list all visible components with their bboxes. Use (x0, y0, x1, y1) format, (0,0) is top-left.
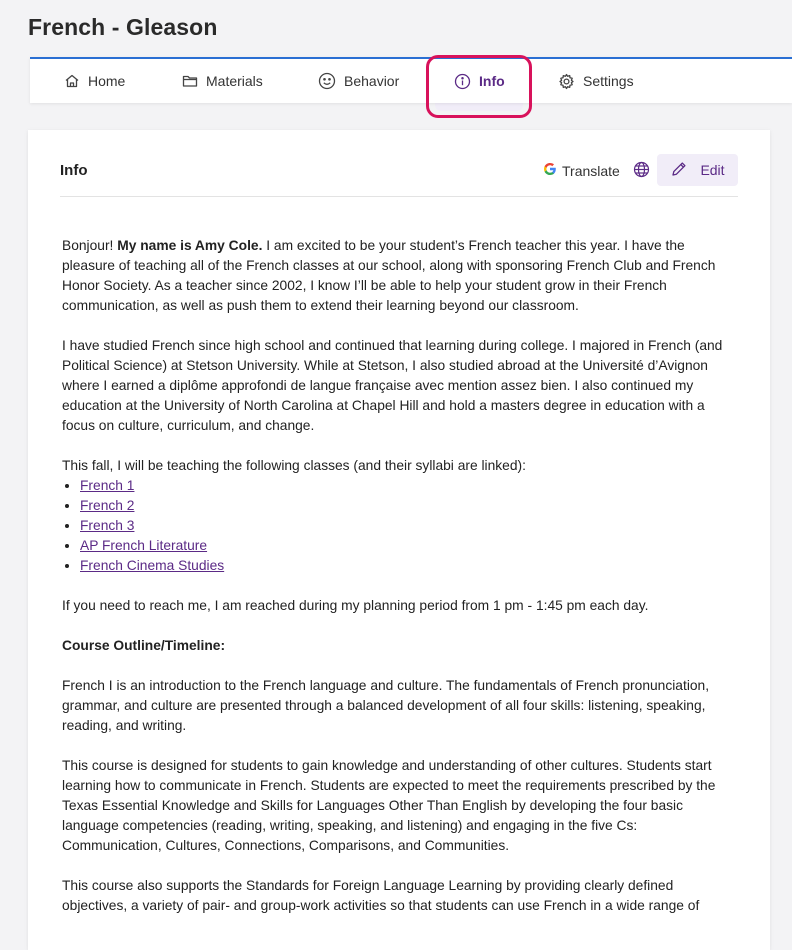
folder-icon (182, 73, 198, 89)
education-paragraph: I have studied French since high school and continued that learning during college. I majored in French (and Political Science) at Stetson University. While at Stetson, I also studied abroad at the Université d’Avignon where I earned a diplôme approfondi de langue française avec mention assez bien. I also continued my education at the University of North Carolina at Chapel Hill and hold a masters degree in education with a focus on culture, curriculum, and change. (62, 338, 723, 433)
list-item (80, 496, 734, 516)
list-item (80, 516, 734, 536)
class-link-french-1[interactable]: French 1 (80, 478, 135, 493)
tab-bar (30, 57, 792, 103)
classes-intro: This fall, I will be teaching the following classes (and their syllabi are linked): (62, 458, 526, 473)
tab-behavior[interactable] (318, 59, 399, 103)
intro-name: My name is Amy Cole. (117, 238, 263, 253)
intro-paragraph (62, 236, 734, 316)
google-icon (543, 162, 557, 180)
tab-materials[interactable] (182, 59, 263, 103)
classes-list (62, 476, 734, 576)
class-link-ap-french-literature[interactable]: AP French Literature (80, 538, 208, 553)
class-link-french-2[interactable]: French 2 (80, 498, 135, 513)
translate-label: Translate (562, 163, 620, 179)
tab-settings[interactable] (558, 59, 634, 103)
home-icon (64, 73, 80, 89)
edit-label: Edit (700, 162, 725, 178)
class-link-french-3[interactable]: French 3 (80, 518, 135, 533)
gear-icon (558, 73, 575, 90)
outline-heading-text: Course Outline/Timeline: (62, 638, 226, 653)
tab-home[interactable] (64, 59, 125, 103)
tab-label: Settings (583, 73, 634, 89)
edit-button[interactable] (657, 154, 738, 186)
outline-heading (62, 636, 734, 656)
list-item (80, 476, 734, 496)
intro-greeting: Bonjour! (62, 238, 118, 253)
tab-label: Materials (206, 73, 263, 89)
info-content (62, 236, 734, 936)
contact-paragraph: If you need to reach me, I am reached during my planning period from 1 pm - 1:45 pm each day. (62, 598, 649, 613)
list-item (80, 556, 734, 576)
standards-paragraph: This course also supports the Standards for Foreign Language Learning by providing clearly defined objectives, a variety of pair- and group-work activities so that students can use French in a wide range of (62, 878, 700, 913)
tab-label: Home (88, 73, 126, 89)
info-icon (454, 73, 471, 90)
pencil-icon (670, 160, 688, 181)
list-item (80, 536, 734, 556)
tab-info[interactable] (454, 59, 505, 103)
tab-label: Info (479, 73, 505, 89)
info-card (28, 130, 770, 950)
course-title: French - Gleason (28, 14, 218, 40)
intro-rest: I am excited to be your student’s French teacher this year. I have the pleasure of teaching all of the French classes at our school, along with sponsoring French Club and French Honor Society. As a teacher since 2002, I know I’ll be able to help your student grow in their French communication, as well as push them to extend their learning beyond our classroom. (62, 238, 716, 313)
translate-button[interactable] (543, 161, 650, 181)
card-title: Info (60, 162, 88, 179)
french1-paragraph: French I is an introduction to the French language and culture. The fundamentals of French pronunciation, grammar, and culture are presented through a balanced development of all four skills: listening, speaking, reading, and writing. (62, 678, 710, 733)
course-design-paragraph: This course is designed for students to gain knowledge and understanding of other cultures. Students start learning how to communicate in French. Students are expected to meet the requirements prescribed by the Texas Essential Knowledge and Skills for Languages Other Than English by developing the four basic language competencies (reading, writing, speaking, and listening) and engaging in the five Cs: Communication, Cultures, Connections, Comparisons, and Communities. (62, 758, 716, 853)
tab-label: Behavior (344, 73, 400, 89)
globe-icon (633, 161, 650, 181)
smiley-icon (318, 72, 336, 90)
class-link-french-cinema-studies[interactable]: French Cinema Studies (80, 558, 225, 573)
card-header (60, 152, 738, 197)
